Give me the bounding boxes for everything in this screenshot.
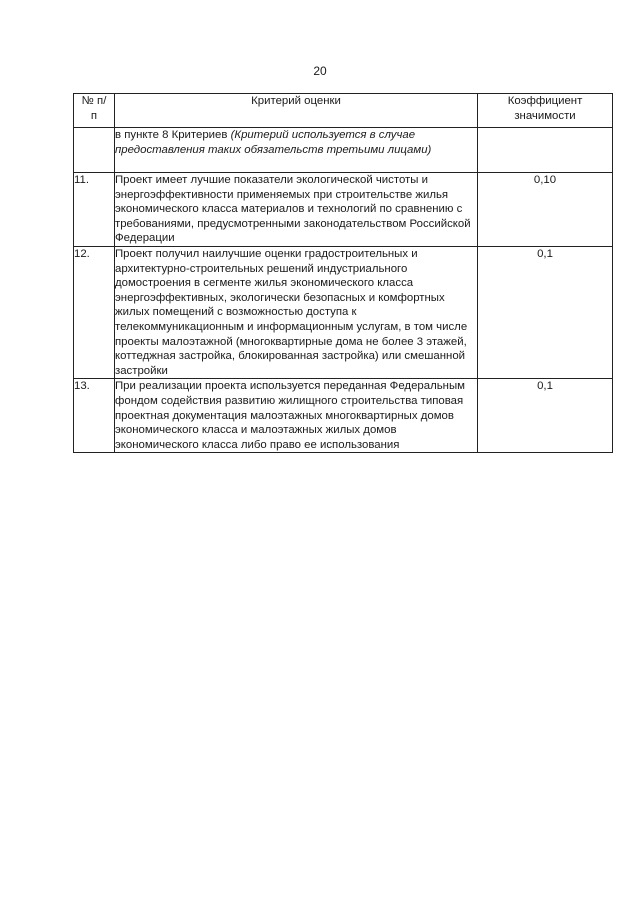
cell-number: 12. bbox=[74, 246, 115, 378]
table-row bbox=[74, 246, 613, 378]
table-row bbox=[74, 173, 613, 247]
header-coefficient: Коэффициент значимости bbox=[478, 94, 613, 128]
cell-number bbox=[74, 128, 115, 173]
continuation-text: в пункте 8 Критериев bbox=[115, 129, 231, 141]
page-number: 20 bbox=[313, 64, 327, 78]
cell-criterion: Проект получил наилучшие оценки градостроительных и архитектурно-строительных решений индустриального домостроения в сегменте жилья экономического класса энергоэффективных, экологически безопасных и комфортных жилых помещений с возможностью доступа к телекоммуникационным и информационным услугам, в том числе проекты малоэтажной (многоквартирные дома не более 3 этажей, коттеджная застройка, блокированная застройка) или смешанной застройки bbox=[115, 246, 478, 378]
table-row bbox=[74, 379, 613, 453]
continuation-italic-text: (Критерий используется в случае предоставления таких обязательств третьими лицами) bbox=[115, 129, 432, 156]
cell-criterion: Проект имеет лучшие показатели экологической чистоты и энергоэффективности применяемых при строительстве жилья экономического класса материалов и технологий по сравнению с требованиями, предусмотренными законодательством Российской Федерации bbox=[115, 173, 478, 247]
table-header-row bbox=[74, 94, 613, 128]
table-row-continuation bbox=[74, 128, 613, 173]
cell-coefficient: 0,10 bbox=[478, 173, 613, 247]
criteria-table bbox=[73, 93, 613, 453]
cell-coefficient: 0,1 bbox=[478, 246, 613, 378]
header-criterion: Критерий оценки bbox=[115, 94, 478, 128]
cell-number: 13. bbox=[74, 379, 115, 453]
cell-number: 11. bbox=[74, 173, 115, 247]
cell-coefficient: 0,1 bbox=[478, 379, 613, 453]
header-number: № п/п bbox=[74, 94, 115, 128]
cell-coefficient bbox=[478, 128, 613, 173]
cell-criterion: При реализации проекта используется переданная Федеральным фондом содействия развитию жилищного строительства типовая проектная документация малоэтажных многоквартирных домов экономического класса и малоэтажных жилых домов экономического класса либо право ее использования bbox=[115, 379, 478, 453]
cell-criterion bbox=[115, 128, 478, 173]
